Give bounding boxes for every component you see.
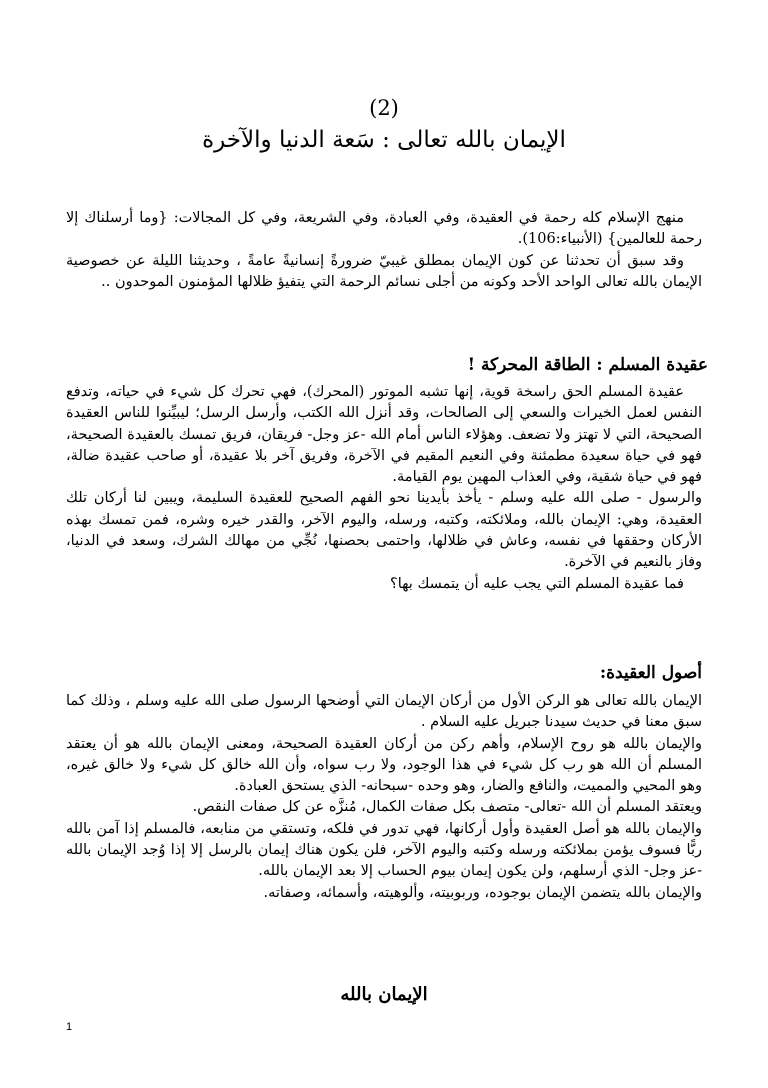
section-2-paragraph-1: الإيمان بالله تعالى هو الركن الأول من أركان الإيمان التي أوضحها الرسول صلى الله عليه وسلم ، وذلك كما سبق معنا في حديث سيدنا جبريل عليه السلام . <box>66 693 702 731</box>
intro-paragraph-2: وقد سبق أن تحدثنا عن كون الإيمان بمطلق غيبيّ ضرورةً إنسانيةً عامةً ، وحديثنا الليلة عن خصوصية الإيمان بالله تعالى الواحد الأحد وكونه من أجلى نسائم الرحمة التي يتفيؤ ظلالها المؤمنون الموحدون .. <box>66 252 702 290</box>
page-number: 1 <box>66 1021 73 1033</box>
section-heading-muslim-creed: عقيدة المسلم : الطاقة المحركة ! <box>467 355 708 375</box>
closing-heading: الإيمان بالله <box>340 984 428 1005</box>
section-2-paragraph-3: ويعتقد المسلم أن الله -تعالى- متصف بكل صفات الكمال، مُنزَّه عن كل صفات النقص. <box>192 799 702 816</box>
page-title: الإيمان بالله تعالى : سَعة الدنيا والآخرة <box>202 127 566 153</box>
section-2-paragraph-5: والإيمان بالله يتضمن الإيمان بوجوده، وربوبيته، وألوهيته، وأسمائه، وصفاته. <box>263 884 702 901</box>
intro-paragraph-1: منهج الإسلام كله رحمة في العقيدة، وفي العبادة، وفي الشريعة، وفي كل المجالات: {وما أرسلناك إلا رحمة للعالمين} (الأنبياء:106). <box>66 210 702 248</box>
section-1-paragraph-1: عقيدة المسلم الحق راسخة قوية، إنها تشبه الموتور (المحرك)، فهي تحرك كل شيء في حياته، وتدفع النفس لعمل الخيرات والسعي إلى الصالحات، وقد أنزل الله الكتب، وأرسل الرسل؛ ليبيِّنوا للناس العقيدة الصحيحة، التي لا تهتز ولا تضعف. وهؤلاء الناس أمام الله -عز وجل- فريقان، فريق تمسك بالعقيدة الصحيحة، فهو في حياة سعيدة مطمئنة وفي النعيم المقيم في الآخرة، وفريق آخر بلا عقيدة، أو صاحب عقيدة ضالة، فهو في حياة شقية، وفي العذاب المهين يوم القيامة. <box>66 384 702 486</box>
intro-block <box>66 208 702 293</box>
section-2-paragraph-4: والإيمان بالله هو أصل العقيدة وأول أركانها، فهي تدور في فلكه، وتستقي من منابعه، فالمسلم إذا آمن بالله ربًّا فسوف يؤمن بملائكته ورسله وكتبه واليوم الآخر، فلن يكون هناك إيمان بالرسل إلا إذا وُجد الإيمان بالله -عز وجل- الذي أرسلهم، ولن يكون إيمان بيوم الحساب إلا بعد الإيمان بالله. <box>66 820 702 880</box>
section-2-body <box>66 691 702 904</box>
section-2-paragraph-2: والإيمان بالله هو روح الإسلام، وأهم ركن من أركان العقيدة الصحيحة، ومعنى الإيمان بالله هو أن يعتقد المسلم أن الله هو رب كل شيء في هذا الوجود، ولا رب سواه، وأن الله خالق كل شيء ولا خالق غيره، وهو المحيي والمميت، والنافع والضار، وهو وحده -سبحانه- الذي يستحق العبادة. <box>66 735 702 795</box>
section-1-question: فما عقيدة المسلم التي يجب عليه أن يتمسك بها؟ <box>390 575 684 592</box>
section-1-paragraph-2: والرسول - صلى الله عليه وسلم - يأخذ بأيدينا نحو الفهم الصحيح للعقيدة السليمة، ويبين لنا أركان تلك العقيدة، وهي: الإيمان بالله، وملائكته، وكتبه، ورسله، واليوم الآخر، والقدر خيره وشره، فمن تمسك بهذه الأركان وحققها في نفسه، وعاش في ظلالها، واحتمى بحصنها، نُجِّي من مهالك الشرك، وسعد في الدنيا، وفاز بالنعيم في الآخرة. <box>66 490 702 571</box>
lesson-number: (2) <box>369 96 399 120</box>
section-1-body <box>66 382 702 595</box>
section-heading-creed-principles: أصول العقيدة: <box>599 663 702 683</box>
